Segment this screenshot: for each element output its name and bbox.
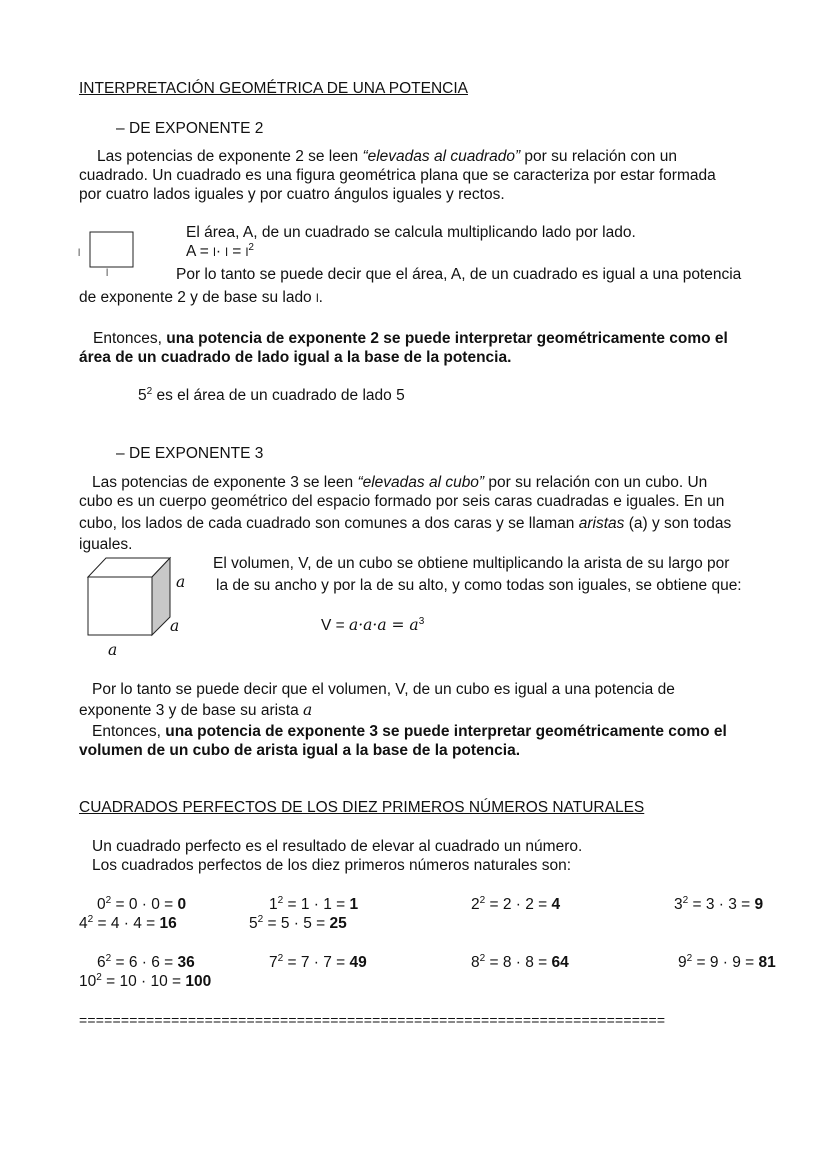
cube-height-label: a — [176, 573, 186, 591]
square-equation: $4^2 = 4 \cdot 4 = 16$ — [79, 913, 177, 932]
paragraph-line: cubo es un cuerpo geométrico del espacio formado por seis caras cuadradas e iguales. En un — [79, 493, 725, 510]
intro-line: Los cuadrados perfectos de los diez primeros números naturales son: — [92, 857, 572, 874]
conclusion-line: área de un cuadrado de lado igual a la base de la potencia. — [79, 349, 512, 366]
intro-line: Un cuadrado perfecto es el resultado de elevar al cuadrado un número. — [92, 838, 583, 855]
square-equation: $0^2 = 0 \cdot 0 = 0$ — [97, 894, 187, 913]
paragraph-line: cubo, los lados de cada cuadrado son comunes a dos caras y se llaman aristas (a) y son todas — [79, 515, 732, 532]
separator-line: ====================================================================== — [79, 1012, 666, 1028]
square-equation: $7^2 = 7 \cdot 7 = 49$ — [269, 952, 367, 971]
square-base-label: l — [106, 268, 109, 279]
list-dash: – — [116, 120, 125, 137]
section-title-perfect-squares: CUADRADOS PERFECTOS DE LOS DIEZ PRIMEROS NÚMEROS NATURALES — [79, 799, 645, 816]
cube-depth-label: a — [170, 617, 180, 635]
cube-width-label: a — [108, 641, 118, 659]
paragraph-line: Las potencias de exponente 2 se leen “elevadas al cuadrado” por su relación con un — [97, 148, 677, 165]
paragraph-line: Las potencias de exponente 3 se leen “elevadas al cubo” por su relación con un cubo. Un — [92, 474, 708, 491]
paragraph-line: cuadrado. Un cuadrado es una figura geométrica plana que se caracteriza por estar formada — [79, 167, 716, 184]
square-equation: $8^2 = 8 \cdot 8 = 64$ — [471, 952, 569, 971]
paragraph-line: Por lo tanto se puede decir que el volumen, V, de un cubo es igual a una potencia de — [92, 681, 675, 698]
area-statement: El área, A, de un cuadrado se calcula multiplicando lado por lado. — [186, 224, 636, 241]
paragraph-line: exponente 3 y de base su arista a — [79, 701, 313, 719]
square-equation: $6^2 = 6 \cdot 6 = 36$ — [97, 952, 195, 971]
page-title: INTERPRETACIÓN GEOMÉTRICA DE UNA POTENCIA — [79, 80, 468, 97]
area-formula: $A = l\cdot l = l^2$ — [186, 241, 254, 260]
square-equation: $3^2 = 3 \cdot 3 = 9$ — [674, 894, 764, 913]
paragraph-line: Por lo tanto se puede decir que el área, A, de un cuadrado es igual a una potencia — [176, 266, 742, 283]
paragraph-line: de exponente 2 y de base su lado l. — [79, 289, 323, 306]
volume-statement: la de su ancho y por la de su alto, y como todas son iguales, se obtiene que: — [216, 577, 742, 594]
square-side-label: l — [78, 248, 81, 259]
list-dash: – — [116, 445, 125, 462]
conclusion-line: Entonces, una potencia de exponente 2 se puede interpretar geométricamente como el — [93, 330, 728, 347]
square-equation: $9^2 = 9 \cdot 9 = 81$ — [678, 952, 776, 971]
square-equation: $1^2 = 1 \cdot 1 = 1$ — [269, 894, 359, 913]
volume-formula: $V = a\cdot a\cdot a = a^3$ — [321, 615, 425, 634]
paragraph-line: por cuatro lados iguales y por cuatro ángulos iguales y rectos. — [79, 186, 505, 203]
paragraph-line: iguales. — [79, 536, 133, 553]
square-equation: $2^2 = 2 \cdot 2 = 4$ — [471, 894, 561, 913]
square-equation: $10^2 = 10 \cdot 10 = 100$ — [79, 971, 212, 990]
conclusion-line: Entonces, una potencia de exponente 3 se puede interpretar geométricamente como el — [92, 723, 727, 740]
example-line: $5^2$ es el área de un cuadrado de lado 5 — [138, 385, 405, 404]
volume-statement: El volumen, V, de un cubo se obtiene multiplicando la arista de su largo por — [213, 555, 730, 572]
square-equation: $5^2 = 5 \cdot 5 = 25$ — [249, 913, 347, 932]
section-heading-exp2: DE EXPONENTE 2 — [129, 120, 264, 137]
section-heading-exp3: DE EXPONENTE 3 — [129, 445, 264, 462]
conclusion-line: volumen de un cubo de arista igual a la base de la potencia. — [79, 742, 521, 759]
